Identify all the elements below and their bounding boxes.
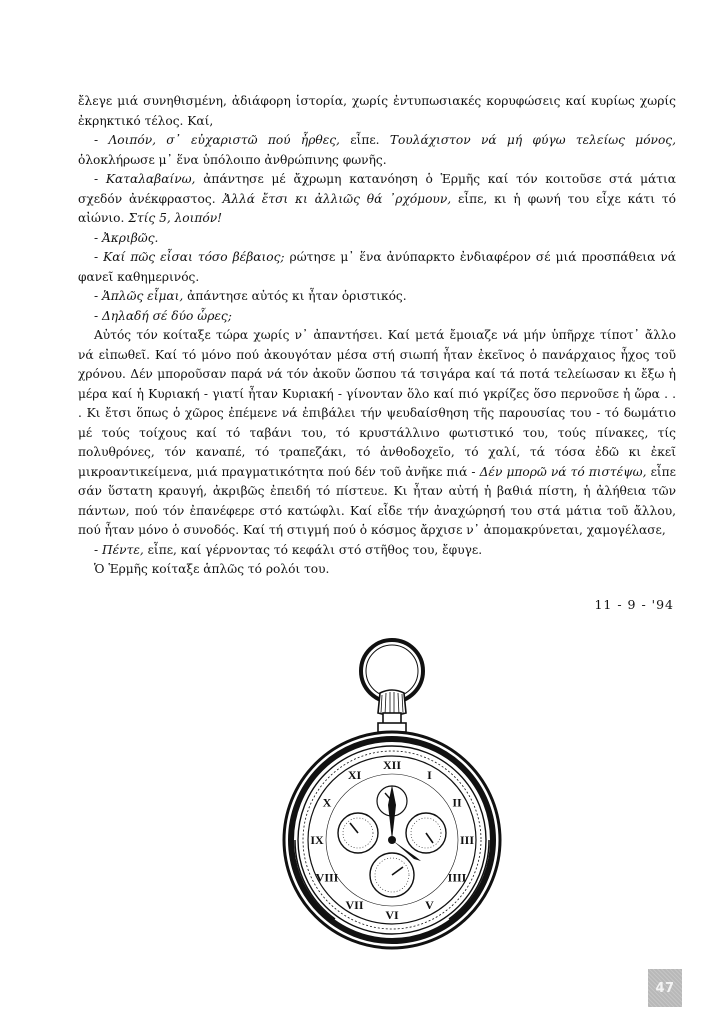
dialogue-text: Καταλαβαίνω,	[105, 172, 196, 186]
dialogue-text: Τουλάχιστον νά μή φύγω τελείως μόνος,	[389, 133, 676, 147]
dialogue-text: Δηλαδή σέ δύο ὧρες;	[102, 308, 232, 323]
narrative-text: -	[94, 230, 102, 245]
paragraph	[78, 131, 676, 170]
dialogue-text: Καί πῶς εἶσαι τόσο βέβαιος;	[103, 250, 285, 264]
paragraph	[78, 541, 676, 561]
paragraph	[78, 248, 676, 287]
dialogue-text: Ἀλλά ἔτσι κι ἀλλιῶς θά ᾽ρχόμουν,	[222, 191, 452, 206]
dialogue-text: Δέν μπορῶ νά τό πιστέψω,	[479, 464, 647, 479]
paragraph	[78, 560, 676, 580]
subdial-right	[406, 813, 446, 853]
paragraph	[78, 287, 676, 307]
dialogue-text: Λοιπόν, σ᾽ εὐχαριστῶ πού ἦρθες,	[108, 133, 340, 147]
narrative-text: εἶπε σάν ὕστατη κραυγή, ἀκριβῶς ἐπειδή τό πίστευε. Κι ἦταν αὐτή ἡ βαθιά πίστη, ἡ ἀλήθεια τῶν πάντων, πού τόν ἐπανέφερε στό κατώφλι. Καί εἶδε τήν ἀναχώρησή του στά μάτια τοῦ ἄλλου, πού ἦταν μόνο ὁ συνοδός. Καί τή στιγμή πού ὁ κόσμος ἄρχισε ν᾽ ἀπομακρύνεται, χαμογέλασε,	[78, 464, 676, 537]
narrative-text: -	[94, 250, 104, 264]
article-body	[78, 92, 676, 580]
dial-numeral: III	[459, 833, 475, 847]
narrative-text: εἶπε.	[339, 133, 390, 147]
dial-numeral: V	[425, 898, 434, 912]
narrative-text: -	[94, 289, 102, 303]
dial-numeral: VII	[345, 898, 364, 912]
dial-numeral: VI	[385, 908, 399, 922]
dial-numeral: XI	[347, 768, 362, 782]
narrative-text: Ὁ Ἑρμῆς κοίταξε ἁπλῶς τό ρολόι του.	[94, 562, 330, 576]
narrative-text: εἶπε, κι ἡ φωνή του εἶχε κάτι τό αἰώνιο.	[78, 191, 676, 225]
dialogue-text: Πέντε,	[102, 542, 144, 557]
narrative-text: ἀπάντησε αὐτός κι ἦταν ὁριστικός.	[183, 289, 407, 303]
narrative-text: Αὐτός τόν κοίταξε τώρα χωρίς ν᾽ ἀπαντήσει. Καί μετά ἔμοιαζε νά μήν ὑπῆρχε τίποτ᾽ ἄλλο νά εἰπωθεῖ. Καί τό μόνο πού ἀκουγόταν μέσα στή σιωπή ἦταν ἐκεῖνος ὁ πανάρχαιος ἦχος τοῦ χρόνου. Δέν μποροῦσαν παρά νά τόν ἀκοῦν ὥσπου τά τσιγάρα καί τά ποτά τελείωσαν κι ἔξω ἡ μέρα καί ἡ Κυριακή - γιατί ἦταν Κυριακή - γίνονταν ὅλο καί πιό γκρίζες ὅσο περνοῦσε ἡ ὥρα . . . Κι ἔτσι ὅπως ὁ χῶρος ἐπέμενε νά ἐπιβάλει τήν ψευδαίσθηση τῆς παρουσίας του - τό δωμάτιο μέ τούς τοίχους καί τό ταβάνι του, τό κρυστάλλινο φωτιστικό του, τούς πίνακες, τίς πολυθρόνες, τόν καναπέ, τό τραπεζάκι, τό ἀνθοδοχεῖο, τό χαλί, τά τόσα ἐδῶ κι ἐκεῖ μικροαντικείμενα, μιά πραγματικότητα πού δέν τοῦ ἀνῆκε πιά -	[78, 328, 676, 479]
paragraph	[78, 326, 676, 541]
dial-numeral: XII	[382, 758, 402, 772]
dialogue-text: Ἁπλῶς εἶμαι,	[102, 289, 184, 303]
paragraph	[78, 229, 676, 249]
narrative-text: ἔλεγε μιά συνηθισμένη, ἀδιάφορη ἱστορία, χωρίς ἐντυπωσιακές κορυφώσεις καί κυρίως χωρίς ἐκρηκτικό τέλος. Καί,	[78, 94, 676, 128]
paragraph	[78, 307, 676, 327]
dial-numeral: IIII	[447, 870, 467, 885]
narrative-text: ἀπάντησε μέ ἄχρωμη κατανόηση ὁ Ἑρμῆς καί τόν κοιτοῦσε στά μάτια σχεδόν ἀνέκφραστος.	[78, 172, 676, 206]
dialogue-text: Στίς 5, λοιπόν!	[128, 211, 223, 225]
dial-numeral: II	[452, 795, 462, 810]
narrative-text: -	[94, 133, 109, 147]
dialogue-text: Ἀκριβῶς.	[102, 230, 159, 245]
paragraph	[78, 92, 676, 131]
subdial-bottom	[370, 853, 414, 897]
narrative-text: εἶπε, καί γέρνοντας τό κεφάλι στό στῆθος του, ἔφυγε.	[143, 542, 483, 557]
pocket-watch-illustration	[275, 635, 510, 950]
paragraph	[78, 170, 676, 229]
narrative-text: ρώτησε μ᾽ ἕνα ἀνύπαρκτο ἐνδιαφέρον σέ μιά προσπάθεια νά φανεῖ καθημερινός.	[78, 250, 676, 284]
page-number-badge	[648, 969, 682, 1007]
dial-numeral: X	[322, 795, 332, 810]
narrative-text: -	[94, 542, 102, 557]
date-signature: 11 - 9 - '94	[594, 597, 674, 612]
narrative-text: ὁλοκλήρωσε μ᾽ ἕνα ὑπόλοιπο ἀνθρώπινης φωνῆς.	[78, 152, 387, 167]
dial-numeral: VIII	[315, 870, 339, 885]
dial-numeral: I	[427, 768, 432, 782]
narrative-text: -	[94, 172, 106, 186]
page-number: 47	[655, 980, 675, 996]
dial-numeral: IX	[310, 833, 324, 847]
subdial-left	[338, 813, 378, 853]
narrative-text: -	[94, 308, 102, 323]
